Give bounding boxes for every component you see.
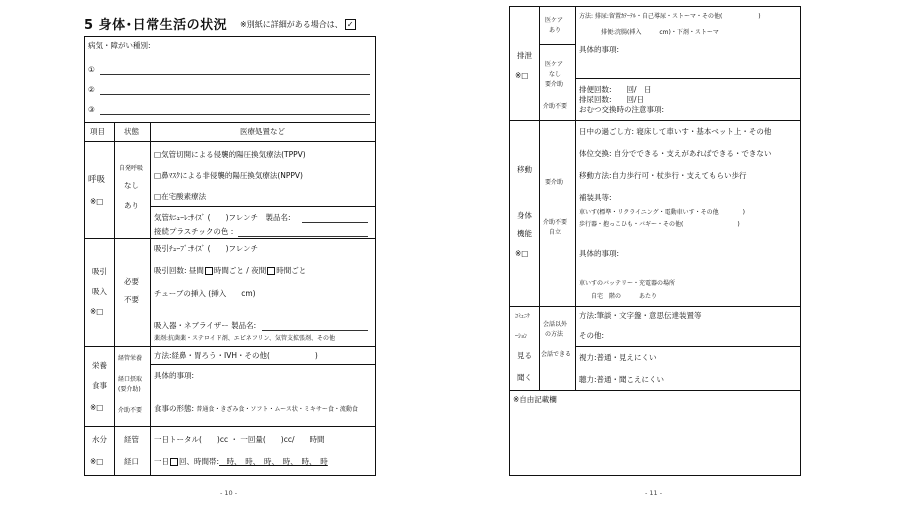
mobility-wheelchair[interactable]: 車いす(標準・リクライニング・電動車いす・その他 ) [579,209,746,216]
header-bottom-rule [84,141,376,142]
col-line-11-1 [539,6,540,390]
title-note [240,19,356,30]
suction-status-noneed[interactable]: 不要 [124,295,139,304]
comm-hearing[interactable]: 聴力:普通・聞こえにくい [579,375,665,384]
nebulizer-label: 吸入器・ネブライザー 製品名: [154,321,257,330]
cannula-line[interactable] [302,222,368,223]
disease-line-2[interactable] [100,94,370,95]
nutrition-label-1: 栄養 [92,361,107,370]
free-note-label: ※自由記載欄 [513,395,557,404]
mobility-label-1: 移動 [517,165,532,174]
nutrition-method[interactable]: 方法:経鼻・胃ろう・IVH・その他( ) [154,351,318,360]
nutrition-sub-rule [150,364,376,365]
night-interval-box[interactable] [267,267,275,275]
disease-line-1[interactable] [100,74,370,75]
title-note-text: ※別紙に詳細がある場合は、 [240,20,343,29]
breathing-status-yes[interactable]: あり [124,201,139,210]
breathing-end-rule [84,238,376,239]
mobility-label-2: 身体 [517,211,532,220]
breathing-opt-tppv[interactable]: □気管切開による侵襲的陽圧換気療法(TPPV) [154,150,306,159]
excretion-stool-count[interactable]: 排便回数: 回/ 日 [579,85,652,94]
mobility-position[interactable]: 体位交換: 自分でできる・支えがあればできる・できない [579,149,772,158]
header-care: 医療処置など [240,127,285,136]
comm-status-other-a[interactable]: 会話以外 [543,321,568,328]
excretion-status-rule-1 [539,44,575,45]
mobility-no-assist[interactable]: 介助不要 [543,219,568,226]
water-status-oral[interactable]: 経口 [124,457,139,466]
comm-status-talk[interactable]: 会話できる [541,351,572,358]
water-status-tube[interactable]: 経管 [124,435,139,444]
water-times-c[interactable]: 時、 時、 時、 時、 時、 時 [219,457,328,466]
col-line-2 [150,122,151,476]
excretion-care-no-a[interactable]: 医ケア [545,61,564,68]
water-times-a: 一日 [154,457,169,466]
excretion-no-assist[interactable]: 介助不要 [543,103,568,110]
mobility-daytime[interactable]: 日中の過ごし方: 寝床して車いす・基本ベット上・その他 [579,127,772,136]
breathing-sub-rule [150,206,376,207]
header-item: 項目 [90,127,105,136]
mobility-aids: 補装具等: [579,193,612,202]
mobility-need-assist[interactable]: 要介助 [545,179,564,186]
connector-label: 接続プラスチックの色 : [154,227,234,236]
mobility-walker[interactable]: 歩行器・抱っこひも・バギー・その他( ) [579,221,740,228]
water-times-box[interactable] [170,458,178,466]
water-times-b: 回、時間帯: [179,457,220,466]
day-interval-box[interactable] [205,267,213,275]
mobility-home[interactable]: 自宅 階の あたり [591,293,658,300]
breathing-opt-nppv[interactable]: □鼻ﾏｽｸによる非侵襲的陽圧換気療法(NPPV) [154,171,303,180]
suction-count-a: 吸引回数: 昼間 [154,266,204,275]
excretion-method-1[interactable]: 方法: 排尿:留置ｶﾃｰﾃﾙ・自己導尿・ストーマ・その他( ) [579,13,761,20]
excretion-diaper-note: おむつ交換時の注意事項: [579,105,665,114]
page-title: 5 身体･日常生活の状況 [84,18,228,33]
nutrition-note[interactable]: ※□ [90,403,104,412]
nutrition-form-values[interactable]: 普通食・きざみ食・ソフト・ムース状・ミキサー食・流動食 [196,406,358,413]
header-status: 状態 [124,127,139,136]
mobility-detail: 具体的事項: [579,249,620,258]
page-number-11: - 11 - [645,489,663,497]
excretion-urine-count[interactable]: 排尿回数: 回/日 [579,95,645,104]
comm-sub-rule [575,346,801,347]
check-icon[interactable]: ✓ [345,19,356,30]
nutrition-form-label: 食事の形態: [154,404,195,413]
suction-note[interactable]: ※□ [90,307,104,316]
connector-line[interactable] [238,236,368,237]
water-note[interactable]: ※□ [90,457,104,466]
nutrition-form [154,405,358,413]
nutrition-status-noassist[interactable]: 介助不要 [118,407,143,414]
nutrition-end-rule [84,426,376,427]
comm-label-3: 見る [517,351,532,360]
suction-insert: チューブの挿入 (挿入 cm) [154,289,256,298]
nutrition-status-tube[interactable]: 経管栄養 [118,355,143,362]
page-10 [70,0,390,507]
water-total[interactable]: 一日トータル( )cc ・ 一回量( )cc/ 時間 [154,435,325,444]
mobility-battery: 車いすのバッテリー・充電器の場所 [579,280,676,287]
disease-line-3[interactable] [100,114,370,115]
comm-vision[interactable]: 視力:普通・見えにくい [579,353,657,362]
excretion-sub-rule [575,78,801,79]
excretion-care-yes-b[interactable]: あり [549,27,562,34]
nutrition-detail: 具体的事項: [154,371,195,380]
suction-count-b: 時間ごと / 夜間 [213,266,267,275]
breathing-status-none[interactable]: なし [124,181,139,190]
excretion-label: 排泄 [517,51,532,60]
suction-drugs[interactable]: 薬剤:抗菌薬・ステロイド剤、エピネフリン、気管支拡張剤、その他 [154,335,336,342]
breathing-opt-oxygen[interactable]: □在宅酸素療法 [154,192,207,201]
nebulizer-line[interactable] [262,330,368,331]
breathing-status-small: 自発呼吸 [119,165,144,172]
excretion-detail: 具体的事項: [579,45,620,54]
suction-label-2: 吸入 [92,287,107,296]
comm-label-4: 聞く [517,373,532,382]
excretion-method-2[interactable]: 排便:浣腸(挿入 cm)・下剤・ストーマ [601,29,719,36]
water-label: 水分 [92,435,107,444]
suction-end-rule [84,346,376,347]
disease-item-1: ① [88,65,95,74]
mobility-label-3: 機能 [517,229,532,238]
mobility-end-rule [509,306,801,307]
suction-count-c: 時間ごと [276,266,307,275]
comm-status-other-b[interactable]: の方法 [545,331,564,338]
disease-item-3: ③ [88,105,95,114]
water-times [154,458,328,466]
comm-label-1: ｺﾐｭﾆｹ [515,313,531,320]
excretion-care-yes-a[interactable]: 医ケア [545,17,564,24]
cannula-label: 気管ｶﾆｭｰﾚ:ｻｲｽﾞ ( )フレンチ 製品名: [154,213,291,222]
page-number-10: - 10 - [220,489,238,497]
nutrition-status-oral[interactable]: 経口摂取 [118,376,143,383]
suction-tube: 吸引ﾁｭｰﾌﾞ:ｻｲｽﾞ ( )フレンチ [154,244,259,253]
comm-method[interactable]: 方法:筆談・文字盤・意思伝達装置等 [579,311,702,320]
disease-label: 病気・障がい種別: [88,41,151,50]
mobility-independent[interactable]: 自立 [549,229,562,236]
breathing-note[interactable]: ※□ [90,197,104,206]
comm-end-rule [509,390,801,391]
comm-other: その他: [579,331,605,340]
mobility-move[interactable]: 移動方法:自力歩行可・杖歩行・支えてもらい歩行 [579,171,747,180]
suction-status-need[interactable]: 必要 [124,277,139,286]
nutrition-label-2: 食事 [92,381,107,390]
excretion-end-rule [509,120,801,121]
col-line-11-2 [575,6,576,390]
excretion-care-no-b[interactable]: なし [549,71,562,78]
comm-label-2: ｰｼｮﾝ [515,333,528,340]
excretion-need-assist[interactable]: 要介助 [545,81,564,88]
suction-count [154,267,306,275]
col-line-1 [114,122,115,476]
mobility-note[interactable]: ※□ [515,249,529,258]
page-11 [495,0,815,507]
breathing-label: 呼吸 [88,175,106,185]
suction-label-1: 吸引 [92,267,107,276]
disease-item-2: ② [88,85,95,94]
excretion-note[interactable]: ※□ [515,71,529,80]
header-top-rule [84,122,376,123]
nutrition-status-assist[interactable]: (要介助) [118,386,141,393]
